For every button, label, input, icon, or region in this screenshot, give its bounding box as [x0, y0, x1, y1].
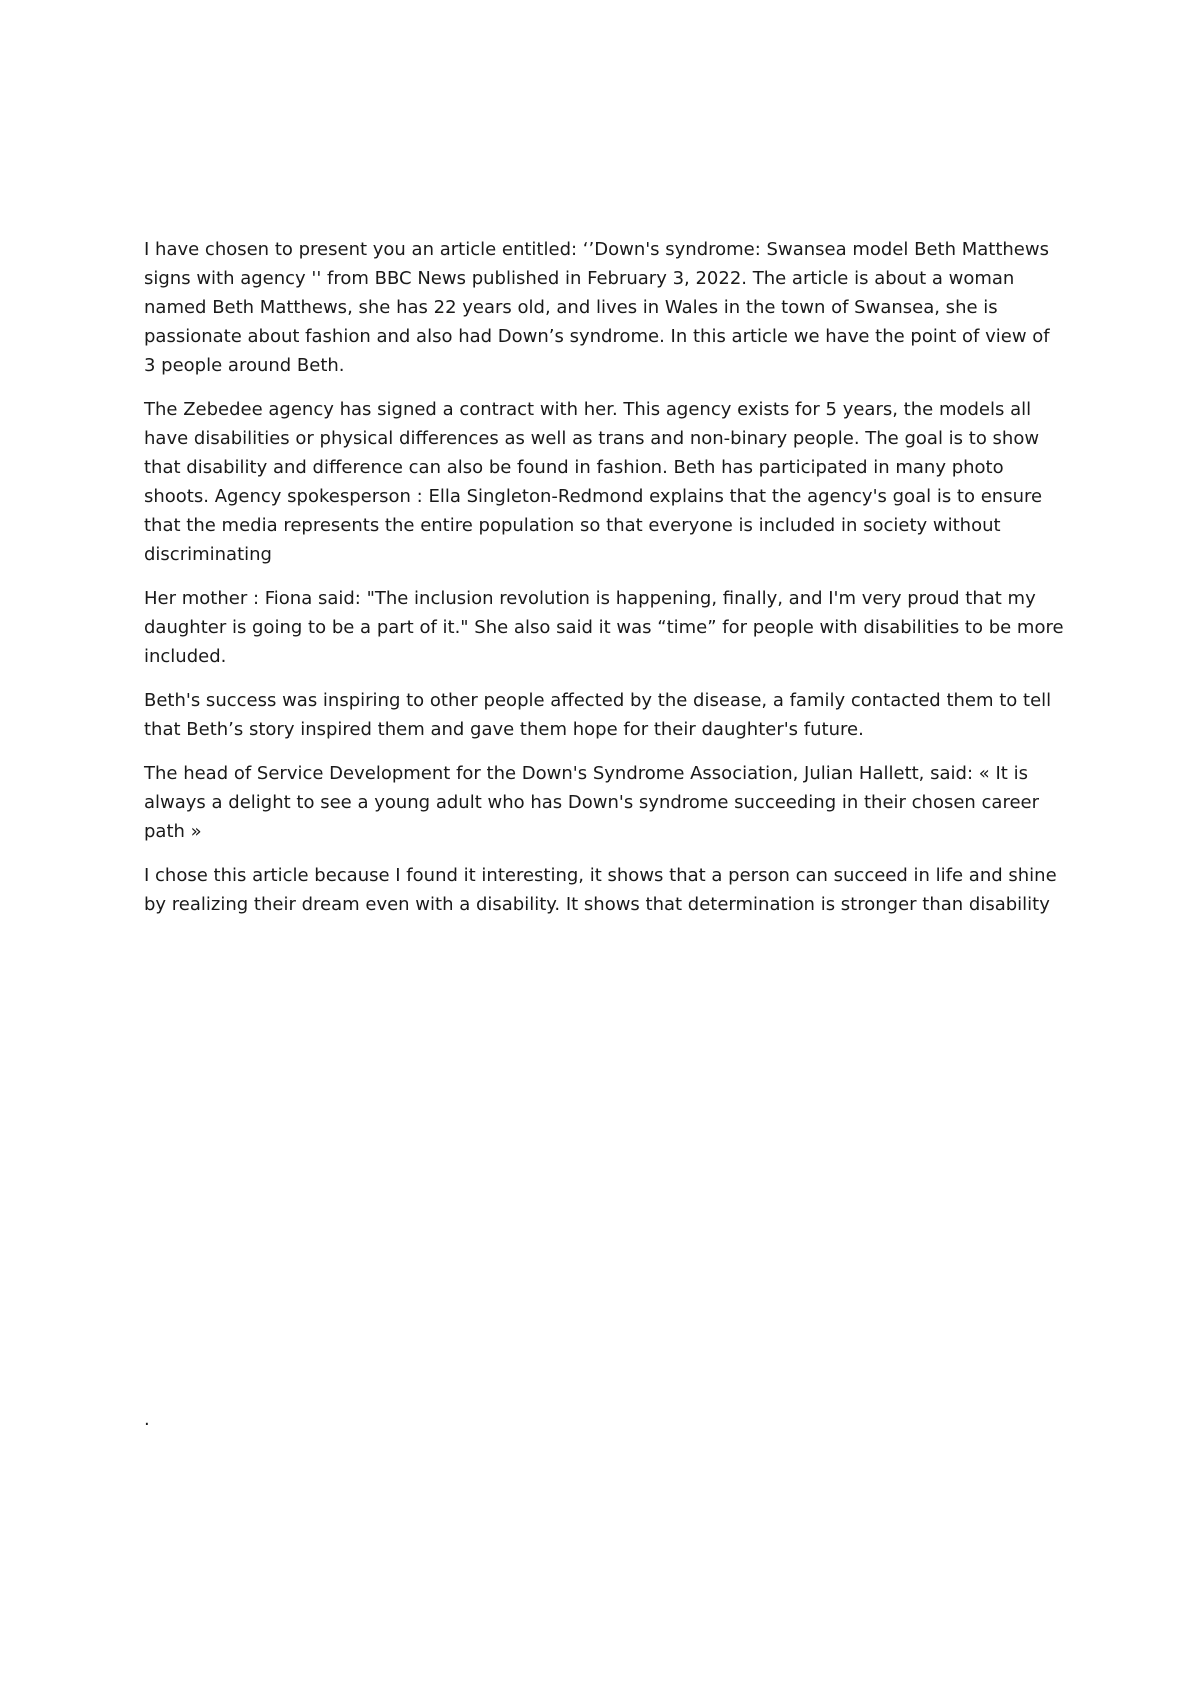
paragraph-agency: The Zebedee agency has signed a contract with her. This agency exists for 5 years, the models all have disabilities or physical differences as well as trans and non-binary people. The goal is to show that disability and difference can also be found in fashion. Beth has participated in many photo shoots. Agency spokesperson : Ella Singleton-Redmond explains that the agency's goal is to ensure that the media represents the entire population so that everyone is included in society without discriminating	[144, 399, 1043, 565]
document-body	[144, 235, 1064, 934]
trailing-period: .	[144, 1409, 150, 1430]
paragraph-inspiration: Beth's success was inspiring to other people affected by the disease, a family contacted them to tell that Beth’s story inspired them and gave them hope for their daughter's future.	[144, 690, 1052, 740]
paragraph-conclusion: I chose this article because I found it interesting, it shows that a person can succeed in life and shine by realizing their dream even with a disability. It shows that determination is stronger than disability	[144, 865, 1057, 915]
paragraph-association-quote: The head of Service Development for the Down's Syndrome Association, Julian Hallett, said: « It is always a delight to see a young adult who has Down's syndrome succeeding in their chosen career path »	[144, 763, 1040, 842]
paragraph-introduction: I have chosen to present you an article entitled: ‘’Down's syndrome: Swansea model Beth Matthews signs with agency '' from BBC News published in February 3, 2022. The article is about a woman named Beth Matthews, she has 22 years old, and lives in Wales in the town of Swansea, she is passionate about fashion and also had Down’s syndrome. In this article we have the point of view of 3 people around Beth.	[144, 239, 1050, 376]
paragraph-mother-quote: Her mother : Fiona said: "The inclusion revolution is happening, finally, and I'm very proud that my daughter is going to be a part of it." She also said it was “time” for people with disabilities to be more included.	[144, 588, 1064, 667]
